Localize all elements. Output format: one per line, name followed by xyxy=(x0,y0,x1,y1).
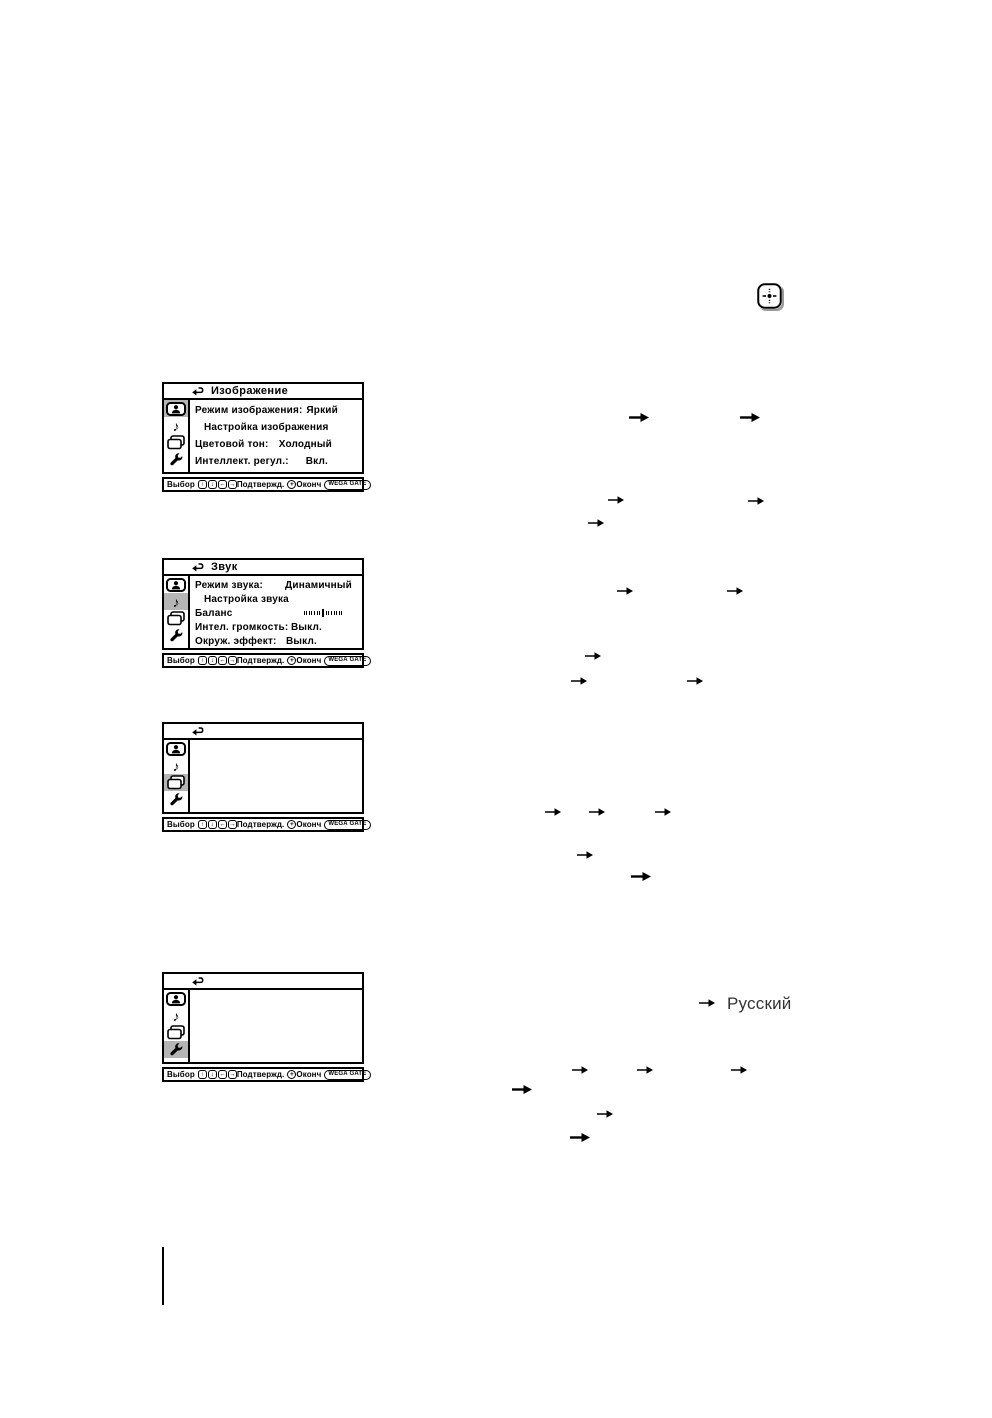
confirm-key-icon: + xyxy=(287,1070,296,1079)
up-key-icon: ↑ xyxy=(198,1070,207,1079)
arrow-right-icon xyxy=(687,676,703,686)
sound-note-icon: ♪ xyxy=(172,1007,180,1024)
picture-mode-icon xyxy=(164,740,188,757)
osd-menu-picture xyxy=(162,382,367,492)
item-label: Интеллект. регул.: xyxy=(195,456,289,467)
menu-item xyxy=(190,419,362,436)
arrow-right-icon xyxy=(699,998,715,1008)
page-margin-rule xyxy=(162,1247,164,1305)
wega-gate-badge: WEGA GATE xyxy=(324,1070,370,1080)
arrow-right-icon xyxy=(631,871,651,882)
left-key-icon: ← xyxy=(219,657,226,664)
osd-menu-setup xyxy=(162,972,367,1082)
wega-gate-badge: WEGA GATE xyxy=(324,480,370,490)
arrow-right-icon xyxy=(572,1065,588,1075)
item-label: Цветовой тон: xyxy=(195,439,269,450)
osd-footer-bar xyxy=(162,477,367,492)
language-value: Русский xyxy=(727,994,792,1013)
osd-menu-screen xyxy=(162,722,367,832)
item-label: Режим звука: xyxy=(195,579,263,591)
item-label: Режим изображения: xyxy=(195,405,303,416)
osd-icon-column xyxy=(164,576,190,648)
arrow-right-icon xyxy=(589,807,605,817)
right-key-icon: → xyxy=(229,481,236,488)
menu-item xyxy=(190,620,362,634)
item-label: Интел. громкость: xyxy=(195,621,289,633)
return-arrow-icon xyxy=(191,386,204,396)
screens-icon xyxy=(164,434,188,451)
select-label: Выбор xyxy=(167,656,195,665)
end-label: Оконч xyxy=(296,820,322,829)
menu-item xyxy=(190,436,362,453)
up-key-icon: ↑ xyxy=(198,820,207,829)
osd-icon-column xyxy=(164,740,190,812)
osd-icon-column xyxy=(164,990,190,1062)
osd-items xyxy=(190,990,362,1062)
confirm-key-icon: + xyxy=(287,820,296,829)
arrow-right-icon xyxy=(545,807,561,817)
arrow-right-icon xyxy=(727,586,743,596)
down-key-icon: ↓ xyxy=(208,656,217,665)
osd-title: Изображение xyxy=(211,385,289,397)
item-value: Выкл. xyxy=(290,621,322,633)
osd-footer-bar xyxy=(162,653,367,668)
arrow-right-icon xyxy=(617,586,633,596)
osd-header xyxy=(164,724,362,740)
osd-icon-column xyxy=(164,400,190,472)
select-label: Выбор xyxy=(167,1070,195,1079)
return-arrow-icon xyxy=(191,562,204,572)
osd-frame xyxy=(162,972,364,1064)
select-label: Выбор xyxy=(167,820,195,829)
left-key-icon: ← xyxy=(219,1071,226,1078)
left-key-icon: ← xyxy=(219,821,226,828)
item-label: Настройка звука xyxy=(204,593,289,605)
osd-frame xyxy=(162,382,364,474)
arrow-right-icon xyxy=(577,850,593,860)
picture-mode-icon xyxy=(164,576,188,593)
right-key-icon: → xyxy=(229,657,236,664)
osd-items xyxy=(190,576,362,648)
confirm-key-icon: + xyxy=(287,656,296,665)
right-key-icon: → xyxy=(229,1071,236,1078)
balance-slider xyxy=(304,609,362,617)
joystick-button-icon xyxy=(757,283,782,309)
item-value: Вкл. xyxy=(305,456,328,467)
item-value: Холодный xyxy=(278,439,332,450)
wrench-setup-icon xyxy=(164,627,188,644)
osd-header xyxy=(164,974,362,990)
arrow-right-icon xyxy=(637,1065,653,1075)
wrench-setup-icon xyxy=(164,791,188,808)
arrow-right-icon xyxy=(588,518,604,528)
confirm-label: Подтвержд. xyxy=(236,656,285,665)
arrow-right-icon xyxy=(571,676,587,686)
right-key-icon: → xyxy=(229,821,236,828)
wrench-setup-icon xyxy=(164,451,188,468)
item-label: Окруж. эффект: xyxy=(195,635,277,647)
arrow-right-icon xyxy=(748,496,764,506)
screens-icon xyxy=(164,1024,188,1041)
arrow-right-icon xyxy=(629,412,649,423)
arrow-right-icon xyxy=(731,1065,747,1075)
osd-header xyxy=(164,384,362,400)
arrow-right-icon xyxy=(740,412,760,423)
down-key-icon: ↓ xyxy=(208,1070,217,1079)
menu-item xyxy=(190,634,362,648)
end-label: Оконч xyxy=(296,656,322,665)
up-key-icon: ↑ xyxy=(198,656,207,665)
confirm-label: Подтвержд. xyxy=(236,820,285,829)
confirm-label: Подтвержд. xyxy=(236,480,285,489)
arrow-right-icon xyxy=(655,807,671,817)
left-key-icon: ← xyxy=(219,481,226,488)
osd-footer-bar xyxy=(162,1067,367,1082)
arrow-right-icon xyxy=(597,1109,613,1119)
item-value: Динамичный xyxy=(285,579,352,591)
screens-icon xyxy=(164,774,188,791)
return-arrow-icon xyxy=(191,976,204,986)
screens-icon xyxy=(164,610,188,627)
item-value: Выкл. xyxy=(285,635,317,647)
down-key-icon: ↓ xyxy=(208,480,217,489)
arrow-right-icon xyxy=(585,651,601,661)
confirm-label: Подтвержд. xyxy=(236,1070,285,1079)
osd-footer-bar xyxy=(162,817,367,832)
arrow-right-icon xyxy=(570,1132,590,1143)
sound-note-icon: ♪ xyxy=(172,757,180,774)
up-key-icon: ↑ xyxy=(198,480,207,489)
picture-mode-icon xyxy=(164,400,188,417)
menu-item xyxy=(190,453,362,470)
wrench-setup-icon xyxy=(164,1041,188,1058)
confirm-key-icon: + xyxy=(287,480,296,489)
wega-gate-badge: WEGA GATE xyxy=(324,820,370,830)
select-label: Выбор xyxy=(167,480,195,489)
item-value: Яркий xyxy=(306,405,338,416)
menu-item xyxy=(190,578,362,592)
end-label: Оконч xyxy=(296,480,322,489)
arrow-right-icon xyxy=(512,1084,532,1095)
item-label: Баланс xyxy=(195,607,233,619)
osd-frame xyxy=(162,558,364,650)
picture-mode-icon xyxy=(164,990,188,1007)
menu-item xyxy=(190,592,362,606)
down-key-icon: ↓ xyxy=(208,820,217,829)
sound-note-icon: ♪ xyxy=(172,417,180,434)
return-arrow-icon xyxy=(191,726,204,736)
osd-title: Звук xyxy=(211,561,238,573)
osd-items xyxy=(190,740,362,812)
wega-gate-badge: WEGA GATE xyxy=(324,656,370,666)
menu-item xyxy=(190,402,362,419)
end-label: Оконч xyxy=(296,1070,322,1079)
osd-frame xyxy=(162,722,364,814)
osd-header xyxy=(164,560,362,576)
osd-menu-sound xyxy=(162,558,367,668)
item-label: Настройка изображения xyxy=(204,422,329,433)
osd-items xyxy=(190,400,362,472)
menu-item xyxy=(190,606,362,620)
sound-note-icon: ♪ xyxy=(164,593,188,610)
arrow-right-icon xyxy=(608,495,624,505)
